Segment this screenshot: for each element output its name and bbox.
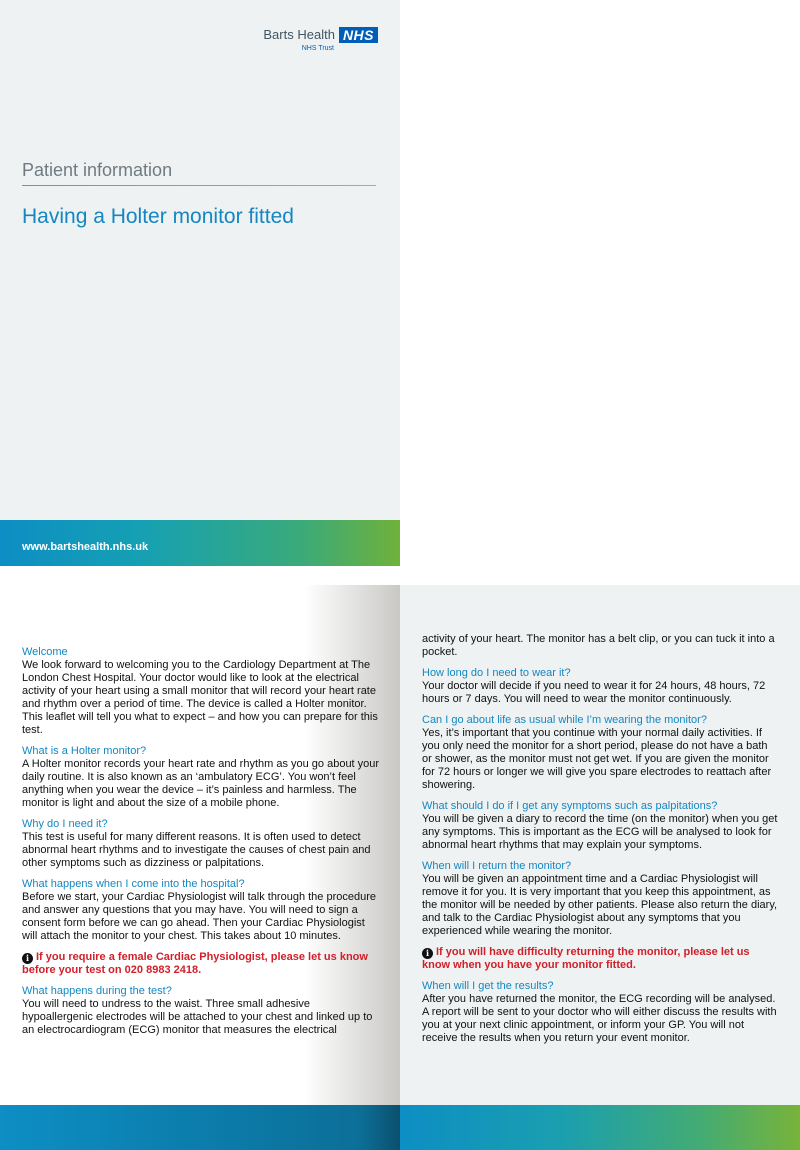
section-body: We look forward to welcoming you to the Cardiology Department at The London Chest Hospital. Your doctor would like to look at the electrical activity of your heart using a small monitor that will record your heart rate and rhythm over a period of time. The device is called a Holter monitor. This leaflet will tell you what to expect – and how you can prepare for this test. <box>22 659 378 736</box>
continued-text: activity of your heart. The monitor has a belt clip, or you can tuck it into a pocket. <box>422 633 775 658</box>
section-heading: What happens when I come into the hospital? <box>22 878 245 890</box>
section-heading: What is a Holter monitor? <box>22 745 147 757</box>
section-heading: Can I go about life as usual while I’m wearing the monitor? <box>422 714 707 726</box>
section-body: You will be given an appointment time and a Cardiac Physiologist will remove it for you. It is very important that you keep this appointment, as the monitor will be needed by other patients. Please also return the diary, and talk to the Cardiac Physiologist about any symptoms that you experienced while wearing the monitor. <box>422 873 778 937</box>
cover-title: Having a Holter monitor fitted <box>22 205 294 228</box>
info-icon: i <box>22 953 33 964</box>
section-heading: Why do I need it? <box>22 818 108 830</box>
right-footer-band <box>400 1105 800 1150</box>
female-physiologist-notice <box>22 951 380 977</box>
cover-divider <box>22 185 376 186</box>
section-body: You will be given a diary to record the time (on the monitor) when you get any symptoms. This is important as the ECG will be analysed to look for abnormal heart rhythms that may explain your symptoms. <box>422 813 778 851</box>
nhs-mark: NHS <box>339 27 378 43</box>
cover-kicker: Patient information <box>22 160 173 180</box>
organisation-name: Barts Health <box>263 27 335 43</box>
website-link[interactable]: www.bartshealth.nhs.uk <box>22 541 149 553</box>
section-heading: What happens during the test? <box>22 985 172 997</box>
section-heading: How long do I need to wear it? <box>422 667 571 679</box>
section-body: You will need to undress to the waist. Three small adhesive hypoallergenic electrodes will be attached to your chest and linked up to an electrocardiogram (ECG) monitor that measures the electrical <box>22 998 373 1036</box>
cover-page <box>0 0 400 566</box>
left-footer-band <box>0 1105 400 1150</box>
inside-spread <box>0 585 800 1150</box>
notice-text: If you will have difficulty returning the monitor, please let us know when you have your monitor fitted. <box>422 946 750 971</box>
info-icon: i <box>422 948 433 959</box>
section-body: A Holter monitor records your heart rate and rhythm as you go about your daily routine. It is also known as an ‘ambulatory ECG’. You won’t feel anything when you wear the device – it’s painless and harmless. The monitor is light and about the size of a mobile phone. <box>22 758 380 809</box>
return-difficulty-notice <box>422 946 780 972</box>
section-body: Yes, it’s important that you continue with your normal daily activities. If you only need the monitor for a short period, please do not have a bath or shower, as the monitor must not get wet. If you are given the monitor for 72 hours or longer we will give you spare electrodes to reattach after showering. <box>422 727 772 791</box>
right-column <box>422 633 780 1053</box>
section-body: After you have returned the monitor, the ECG recording will be analysed. A report will be sent to your doctor who will either discuss the results with you at your next clinic appointment, or inform your GP. You will not receive the results when you return your event monitor. <box>422 993 777 1044</box>
organisation-subtitle: NHS Trust <box>301 45 334 52</box>
section-body: This test is useful for many different reasons. It is often used to detect abnormal heart rhythms and to investigate the causes of chest pain and other symptoms such as dizziness or palpitations. <box>22 831 371 869</box>
section-heading: When will I get the results? <box>422 980 554 992</box>
section-heading: When will I return the monitor? <box>422 860 572 872</box>
section-heading: What should I do if I get any symptoms such as palpitations? <box>422 800 718 812</box>
section-body: Your doctor will decide if you need to wear it for 24 hours, 48 hours, 72 hours or 7 days. You will need to wear the monitor continuously. <box>422 680 766 705</box>
section-heading: Welcome <box>22 646 68 658</box>
section-body: Before we start, your Cardiac Physiologist will talk through the procedure and answer any questions that you may have. You will need to sign a consent form before we can go ahead. Then your Cardiac Physiologist will attach the monitor to your chest. This takes about 10 minutes. <box>22 891 377 942</box>
nhs-trust-logo <box>263 26 378 52</box>
notice-text: If you require a female Cardiac Physiologist, please let us know before your test on 020 8983 2418. <box>22 951 368 976</box>
left-column <box>22 646 380 1045</box>
